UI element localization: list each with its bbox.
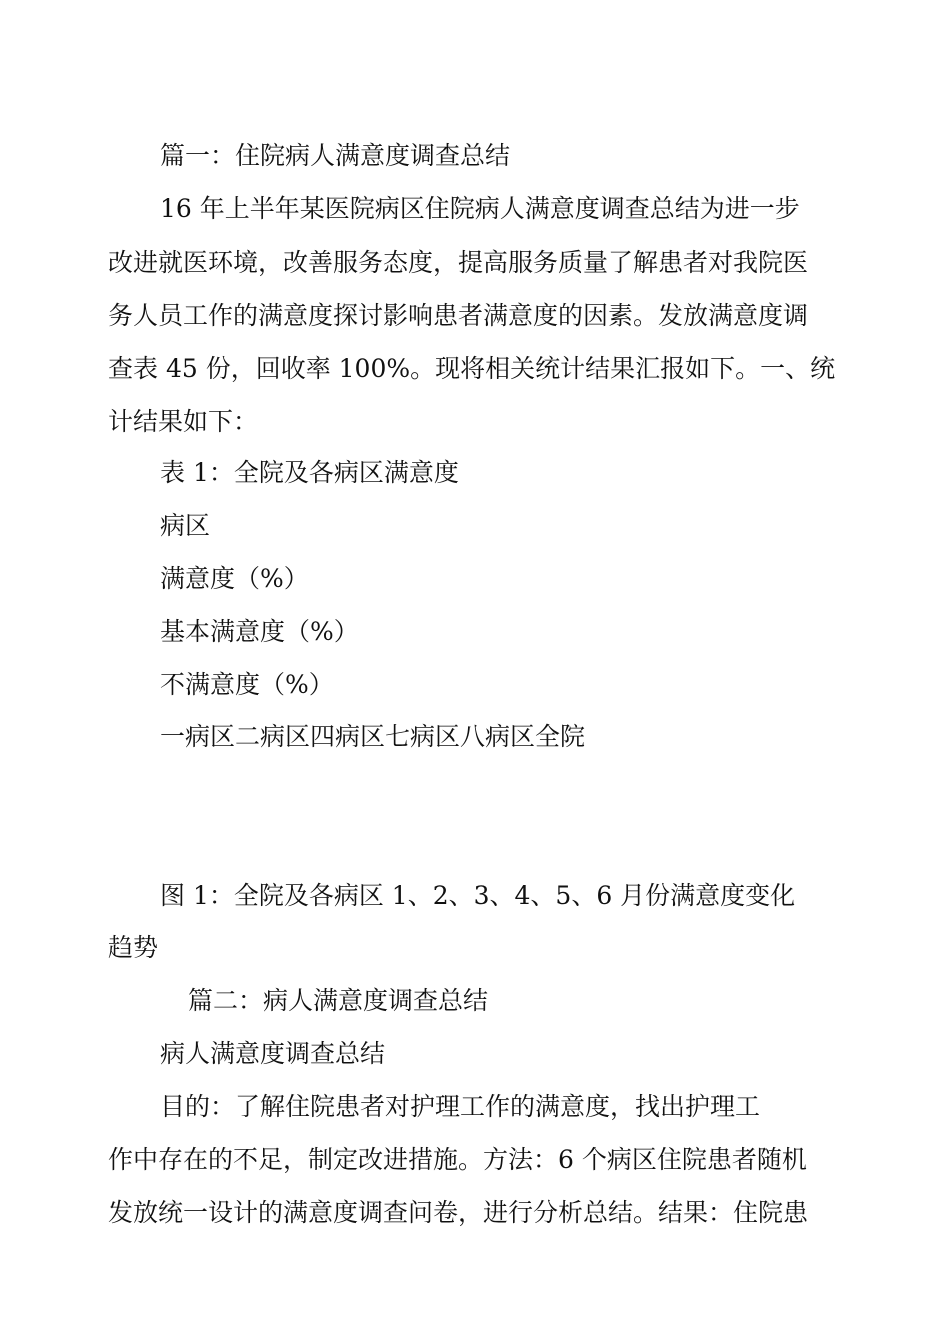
paragraph-line: 作中存在的不足，制定改进措施。方法：6 个病区住院患者随机 bbox=[108, 1145, 807, 1174]
table1-caption: 表 1：全院及各病区满意度 bbox=[160, 458, 459, 487]
paragraph-line: 计结果如下： bbox=[108, 407, 259, 436]
paragraph-line: 16 年上半年某医院病区住院病人满意度调查总结为进一步 bbox=[160, 194, 800, 223]
figure1-caption-continued: 趋势 bbox=[108, 933, 159, 962]
table1-header-ward: 病区 bbox=[160, 511, 211, 540]
section2-title: 篇二：病人满意度调查总结 bbox=[188, 986, 489, 1015]
section2-subtitle: 病人满意度调查总结 bbox=[160, 1039, 386, 1068]
table1-wards-row: 一病区二病区四病区七病区八病区全院 bbox=[160, 722, 586, 751]
paragraph-line: 发放统一设计的满意度调查问卷，进行分析总结。结果：住院患 bbox=[108, 1198, 809, 1227]
table1-header-satisfied: 满意度（%） bbox=[160, 564, 309, 593]
figure1-caption: 图 1：全院及各病区 1、2、3、4、5、6 月份满意度变化 bbox=[160, 881, 796, 910]
section1-title: 篇一：住院病人满意度调查总结 bbox=[160, 141, 511, 170]
paragraph-line: 务人员工作的满意度探讨影响患者满意度的因素。发放满意度调 bbox=[108, 301, 809, 330]
paragraph-line: 改进就医环境，改善服务态度，提高服务质量了解患者对我院医 bbox=[108, 248, 809, 277]
table1-header-unsatisfied: 不满意度（%） bbox=[160, 670, 334, 699]
paragraph-line: 目的：了解住院患者对护理工作的满意度，找出护理工 bbox=[160, 1092, 761, 1121]
paragraph-line: 查表 45 份，回收率 100%。现将相关统计结果汇报如下。一、统 bbox=[108, 354, 836, 383]
table1-header-basic-satisfied: 基本满意度（%） bbox=[160, 617, 359, 646]
